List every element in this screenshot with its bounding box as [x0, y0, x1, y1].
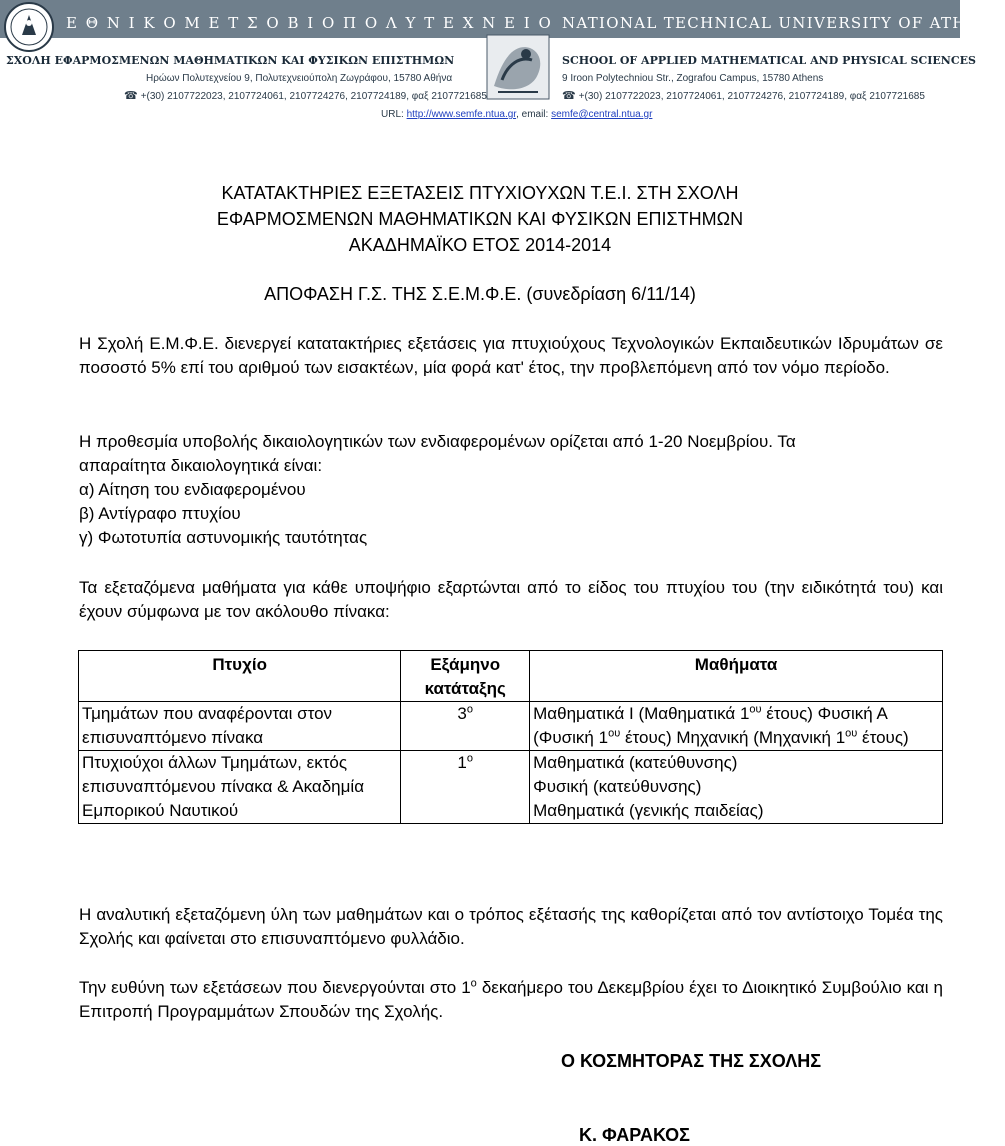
list-item: γ) Φωτοτυπία αστυνομικής ταυτότητας [79, 528, 368, 547]
document-title-line-3: ΑΚΑΔΗΜΑΪΚΟ ΕΤΟΣ 2014-2014 [348, 235, 612, 255]
ordinal-suffix: ο [470, 977, 477, 990]
paragraph-text: Την ευθύνη των εξετάσεων που διενεργούνται στο 1 [79, 978, 471, 997]
email-link[interactable]: semfe@central.ntua.gr [551, 109, 653, 120]
intro-paragraph: Η Σχολή Ε.Μ.Φ.Ε. διενεργεί κατατακτήριες εξετάσεις για πτυχιούχους Τεχνολογικών Εκπαιδευτικών Ιδρυμάτων σε ποσοστό 5% επί του αριθμού των εισακτέων, μία φορά κατ' έτος, την προβλεπόμενη από τον νόμο περίοδο. [79, 334, 943, 377]
email-label: , email: [516, 109, 549, 120]
phone-icon: ☎ [562, 90, 576, 102]
decision-reference: ΑΠΟΦΑΣΗ Γ.Σ. ΤΗΣ Σ.Ε.Μ.Φ.Ε. (συνεδρίαση 6/11/14) [264, 284, 696, 304]
degree-cell: Τμημάτων που αναφέρονται στον επισυναπτόμενο πίνακα [79, 702, 401, 751]
course-item: Μαθηματικά (γενικής παιδείας) [533, 801, 764, 820]
school-name-english: SCHOOL OF APPLIED MATHEMATICAL AND PHYSICAL SCIENCES [562, 54, 976, 67]
semester-value: 3 [457, 704, 467, 723]
ordinal-suffix: ου [749, 703, 762, 716]
document-title-line-1: ΚΑΤΑΤΑΚΤΗΡΙΕΣ ΕΞΕΤΑΣΕΙΣ ΠΤΥΧΙΟΥΧΩΝ Τ.Ε.Ι. ΣΤΗ ΣΧΟΛΗ [221, 183, 739, 203]
documents-intro: απαραίτητα δικαιολογητικά είναι: [79, 456, 323, 475]
url-label: URL: [381, 109, 404, 120]
list-item: α) Αίτηση του ενδιαφερομένου [79, 480, 306, 499]
paragraph-text: δεκαήμερο του Δεκεμβρίου έχει το Διοικητικό Συμβούλιο και η Επιτροπή Προγραμμάτων Σπουδών της Σχολής. [79, 978, 943, 1021]
responsibility-paragraph [79, 976, 943, 1024]
course-text: έτους) [857, 728, 909, 747]
phone-text-greek: +(30) 2107722023, 2107724061, 2107724276, 2107724189, φαξ 2107721685 [140, 91, 487, 102]
course-text: έτους) Φυσική Α (Φυσική 1 [533, 704, 887, 747]
degree-cell: Πτυχιούχοι άλλων Τμημάτων, εκτός επισυναπτόμενου πίνακα & Ακαδημία Εμπορικού Ναυτικού [79, 751, 401, 824]
table-row [79, 751, 943, 824]
signatory-role: Ο ΚΟΣΜΗΤΟΡΑΣ ΤΗΣ ΣΧΟΛΗΣ [561, 1051, 822, 1071]
courses-cell [530, 702, 943, 751]
course-text: Μαθηματικά Ι (Μαθηματικά 1 [533, 704, 750, 723]
ntua-seal-logo [2, 1, 56, 53]
course-item: Μαθηματικά (κατεύθυνσης) [533, 753, 738, 772]
school-emblem-logo [486, 34, 550, 100]
course-text: έτους) Μηχανική (Μηχανική 1 [620, 728, 846, 747]
header-semester: Εξάμηνο κατάταξης [401, 651, 530, 702]
courses-intro-paragraph: Τα εξεταζόμενα μαθήματα για κάθε υποψήφιο εξαρτώνται από το είδος του πτυχίου του (την ειδικότητά του) και έχουν σύμφωνα με τον ακόλουθο πίνακα: [79, 578, 943, 621]
courses-table [78, 650, 943, 824]
phone-icon: ☎ [124, 90, 138, 102]
semester-ordinal: ο [466, 703, 474, 716]
header-degree: Πτυχίο [79, 651, 401, 702]
address-greek: Ηρώων Πολυτεχνείου 9, Πολυτεχνειούπολη Ζωγράφου, 15780 Αθήνα [146, 73, 453, 84]
semester-cell [401, 702, 530, 751]
semester-cell [401, 751, 530, 824]
ordinal-suffix: ου [845, 727, 858, 740]
phone-line-english [562, 89, 925, 102]
university-title-english: NATIONAL TECHNICAL UNIVERSITY OF ATHENS [562, 14, 1005, 32]
course-item: Φυσική (κατεύθυνσης) [533, 777, 702, 796]
header-courses: Μαθήματα [530, 651, 943, 702]
table-header-row [79, 651, 943, 702]
website-link[interactable]: http://www.semfe.ntua.gr [406, 109, 517, 120]
address-english: 9 Iroon Polytechniou Str., Zografou Campus, 15780 Athens [562, 73, 824, 84]
document-title-line-2: ΕΦΑΡΜΟΣΜΕΝΩΝ ΜΑΘΗΜΑΤΙΚΩΝ ΚΑΙ ΦΥΣΙΚΩΝ ΕΠΙΣΤΗΜΩΝ [216, 209, 744, 229]
deadline-line: Η προθεσμία υποβολής δικαιολογητικών των ενδιαφερομένων ορίζεται από 1-20 Νοεμβρίου. Τα [79, 432, 796, 451]
phone-text-english: +(30) 2107722023, 2107724061, 2107724276, 2107724189, φαξ 2107721685 [578, 91, 925, 102]
semester-ordinal: ο [466, 752, 474, 765]
contact-links [381, 109, 652, 120]
semester-value: 1 [457, 753, 467, 772]
list-item: β) Αντίγραφο πτυχίου [79, 504, 241, 523]
documents-list [79, 454, 367, 550]
signatory-name: Κ. ΦΑΡΑΚΟΣ [579, 1125, 690, 1145]
ordinal-suffix: ου [608, 727, 621, 740]
courses-cell [530, 751, 943, 824]
table-row [79, 702, 943, 751]
syllabus-paragraph: Η αναλυτική εξεταζόμενη ύλη των μαθημάτων και ο τρόπος εξέτασής της καθορίζεται από τον αντίστοιχο Τομέα της Σχολής και φαίνεται στο επισυναπτόμενο φυλλάδιο. [79, 905, 943, 948]
phone-line-greek [124, 89, 487, 102]
school-name-greek: ΣΧΟΛΗ ΕΦΑΡΜΟΣΜΕΝΩΝ ΜΑΘΗΜΑΤΙΚΩΝ ΚΑΙ ΦΥΣΙΚΩΝ ΕΠΙΣΤΗΜΩΝ [6, 54, 455, 67]
university-title-greek: Ε Θ Ν Ι Κ Ο Μ Ε Τ Σ Ο Β Ι Ο Π Ο Λ Υ Τ Ε Χ Ν Ε Ι Ο [66, 14, 553, 32]
deadline-paragraph [79, 430, 943, 454]
